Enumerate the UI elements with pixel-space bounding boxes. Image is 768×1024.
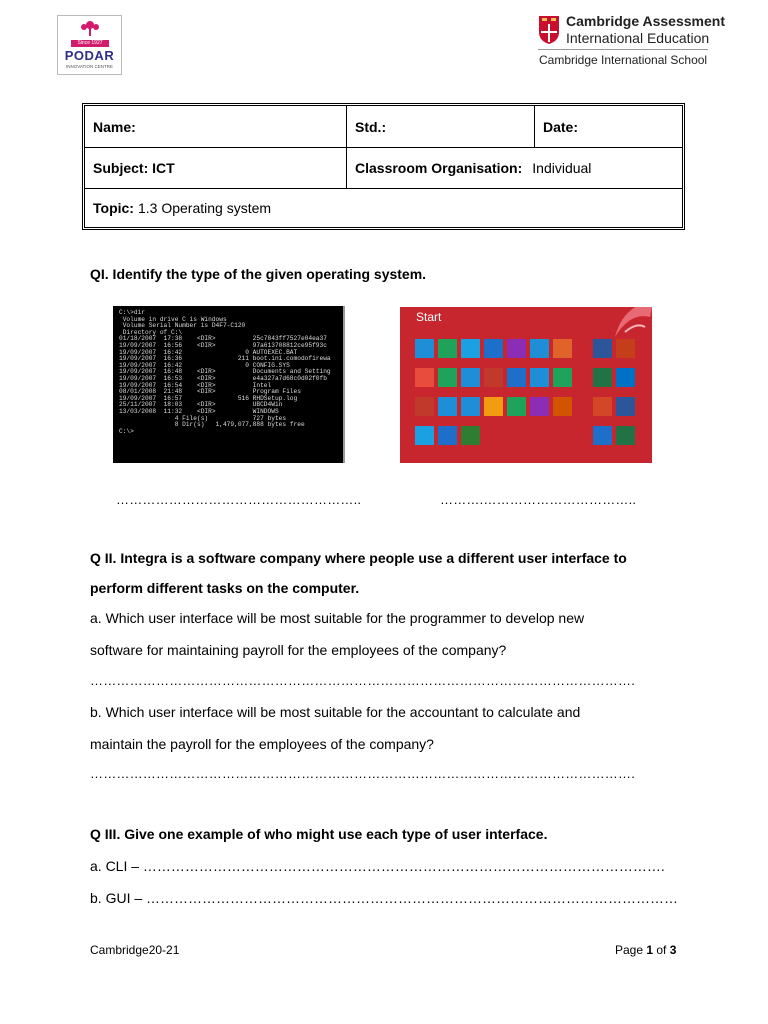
podar-sub: INNOVATION CENTRE (65, 64, 114, 69)
start-tile (438, 368, 457, 387)
name-label: Name: (93, 118, 136, 135)
cli-line: 01/18/2007 17:38 <DIR> 25c7843ff7527e04ea37 (119, 335, 327, 343)
start-tile (415, 426, 434, 445)
cli-line: 08/01/2008 21:48 <DIR> Program Files (119, 388, 301, 396)
q1-answer-right[interactable]: ……….…………………………….. (440, 492, 637, 507)
cli-line: 25/11/2007 18:03 <DIR> UBCD4Win (119, 401, 283, 409)
topic-label: Topic: (93, 200, 134, 216)
start-tile (438, 339, 457, 358)
start-tile (553, 368, 572, 387)
q3a-answer[interactable]: a. CLI – …………………………………………………………………………………………………. (90, 858, 665, 874)
page-number: Page 1 of 3 (615, 943, 677, 957)
start-tile (484, 339, 503, 358)
cli-line: 19/09/2007 16:53 <DIR> e4a327a7d68c0d02f0fb (119, 374, 327, 382)
start-tile (616, 368, 635, 387)
std-label: Std.: (355, 118, 387, 135)
cli-line: 19/09/2007 16:57 516 RHDSetup.log (119, 394, 298, 402)
cli-line: 19/09/2007 16:54 <DIR> Intel (119, 381, 272, 389)
q3-title: Q III. Give one example of who might use each type of user interface. (90, 826, 548, 842)
windows-start-screenshot (400, 307, 652, 463)
cli-screenshot (113, 306, 345, 463)
cli-line: Volume Serial Number is D4F7-C120 (119, 322, 246, 330)
q3b-answer[interactable]: b. GUI – …………………………………………………………………………………………………… (90, 890, 678, 906)
date-label: Date: (543, 118, 579, 135)
start-tile (616, 426, 635, 445)
podar-name: PODAR (64, 48, 115, 63)
start-tile (507, 397, 526, 416)
q2b-line1: b. Which user interface will be most suitable for the accountant to calculate and (90, 704, 581, 720)
start-tile (461, 426, 480, 445)
start-tile (438, 397, 457, 416)
start-tile (553, 339, 572, 358)
cli-line: C:\> (119, 427, 134, 435)
cli-line: C:\>dir (119, 309, 145, 316)
q2-title-line1: Q II. Integra is a software company where people use a different user interface to (90, 550, 627, 566)
q1-title: QI. Identify the type of the given operating system. (90, 266, 427, 282)
cli-line: 13/03/2008 11:32 <DIR> WINDOWS (119, 407, 279, 415)
header-divider (538, 49, 708, 50)
q2b-answer[interactable]: ……………………………………………………………………………………………………………. (90, 766, 636, 781)
cli-line: 4 File(s) 727 bytes (119, 414, 287, 422)
classroom-cell (347, 148, 682, 188)
footer-left: Cambridge20-21 (90, 943, 180, 957)
classroom-label: Classroom Organisation: (355, 160, 523, 176)
cli-line: 19/09/2007 16:42 0 AUTOEXEC.BAT (119, 348, 298, 356)
cli-line: 8 Dir(s) 1,479,077,888 bytes free (119, 421, 305, 429)
cambridge-title: Cambridge Assessment (566, 13, 725, 29)
start-tile (438, 426, 457, 445)
start-tile (507, 339, 526, 358)
q1-answer-left[interactable]: ……………………………………………….. (116, 492, 362, 507)
start-tile (616, 339, 635, 358)
cambridge-subtitle: International Education (566, 30, 710, 46)
topic-value: 1.3 Operating system (137, 200, 272, 216)
start-tile (461, 339, 480, 358)
cli-line: 19/09/2007 16:56 <DIR> 97a613708812ce95f93c (119, 341, 327, 349)
podar-since: Since 1927 (71, 40, 109, 47)
cli-line: 19/09/2007 16:48 <DIR> Documents and Setting (119, 368, 331, 376)
subject-label: Subject: ICT (93, 160, 175, 176)
start-tile (593, 426, 612, 445)
cambridge-school: Cambridge International School (539, 53, 708, 67)
date-cell[interactable] (535, 106, 682, 147)
tree-icon (78, 20, 102, 37)
start-tile (593, 368, 612, 387)
start-tile (616, 397, 635, 416)
info-table (82, 103, 685, 230)
std-cell[interactable] (347, 106, 534, 147)
start-tile (530, 339, 549, 358)
start-tile (593, 397, 612, 416)
start-tile (415, 397, 434, 416)
start-tile (415, 339, 434, 358)
start-tile (530, 397, 549, 416)
start-tile (461, 368, 480, 387)
start-tile (461, 397, 480, 416)
q2a-line1: a. Which user interface will be most suitable for the programmer to develop new (90, 610, 585, 626)
cli-line: Volume in drive C is Windows (119, 315, 227, 323)
start-label: Start (416, 310, 442, 324)
q2a-line2: software for maintaining payroll for the employees of the company? (90, 642, 507, 658)
q2b-line2: maintain the payroll for the employees of the company? (90, 736, 434, 752)
q2-title-line2: perform different tasks on the computer. (90, 580, 360, 596)
name-cell[interactable] (85, 106, 346, 147)
cli-line: 19/09/2007 16:36 211 boot.ini.comodofirewa (119, 355, 331, 363)
start-tile (484, 368, 503, 387)
start-tile (484, 397, 503, 416)
topic-cell (85, 189, 682, 227)
start-tile (593, 339, 612, 358)
cambridge-shield-icon (538, 15, 560, 45)
start-tile (553, 397, 572, 416)
q2a-answer[interactable]: ……………………………………………………………………………………………………………. (90, 673, 636, 688)
subject-cell (85, 148, 346, 188)
cli-line: Directory of C:\ (119, 328, 183, 336)
podar-logo (57, 15, 122, 75)
start-tile (507, 368, 526, 387)
cli-line: 19/09/2007 16:42 0 CONFIG.SYS (119, 361, 290, 369)
classroom-value: Individual (532, 160, 592, 176)
start-tile (530, 368, 549, 387)
start-tile (415, 368, 434, 387)
